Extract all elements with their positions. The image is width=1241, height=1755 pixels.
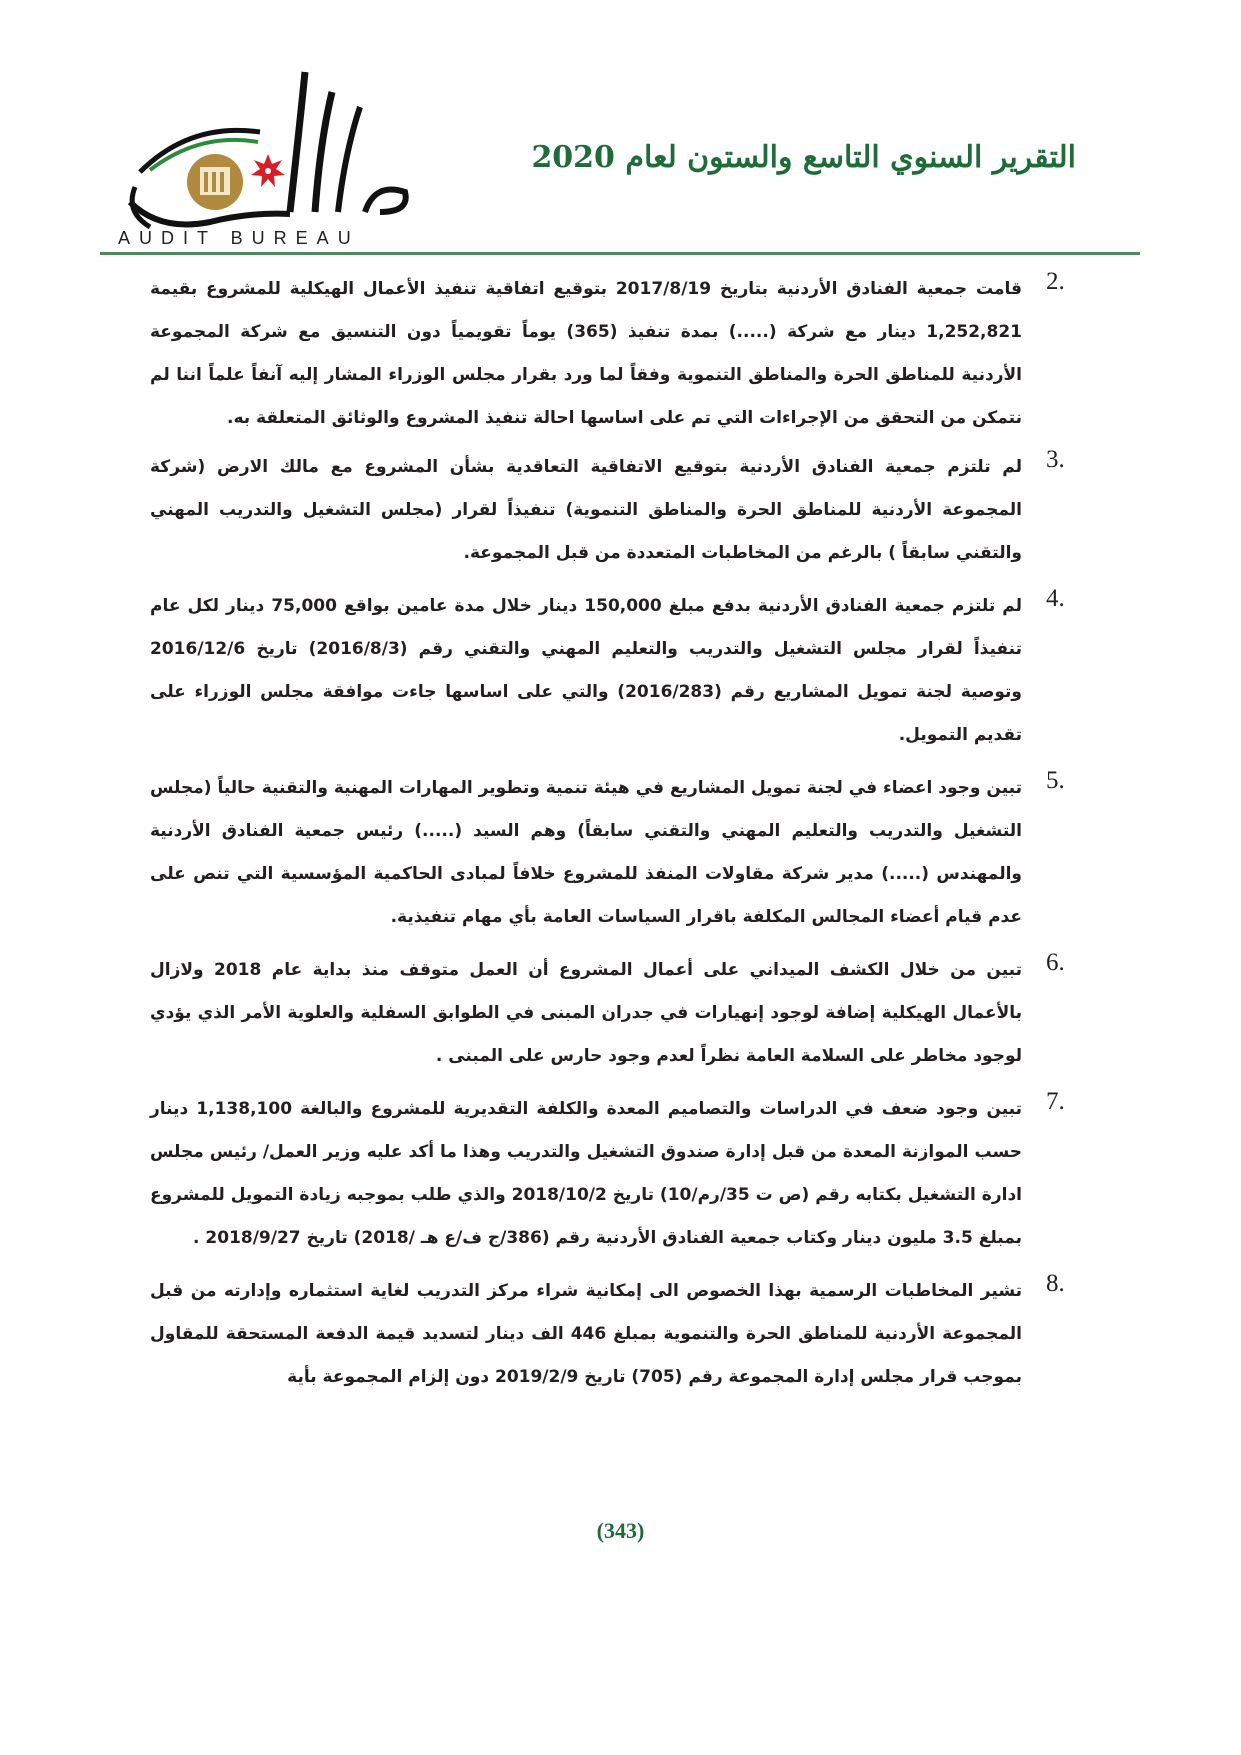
logo-english-text: AUDIT BUREAU (118, 228, 360, 248)
item-text: لم تلتزم جمعية الفنادق الأردنية بتوقيع الاتفاقية التعاقدية بشأن المشروع مع مالك الارض (شركة المجموعة الأردنية للمناطق الحرة والمناطق التنموية) تنفيذاً لقرار (مجلس التشغيل والتدريب المهني والتقني سابقاً ) بالرغم من المخاطبات المتعددة من قبل المجموعة. (150, 457, 1022, 563)
item-text: قامت جمعية الفنادق الأردنية بتاريخ 2017/8/19 بتوقيع اتفاقية تنفيذ الأعمال الهيكلية للمشروع بقيمة 1,252,821 دينار مع شركة (.....) بمدة تنفيذ (365) يوماً تقويمياً دون التنسيق مع شركة المجموعة الأردنية للمناطق الحرة والمناطق التنموية وفقاً لما ورد بقرار مجلس الوزراء المشار إليه آنفاً علماً اننا لم نتمكن من التحقق من الإجراءات التي تم على اساسها احالة تنفيذ المشروع والوثائق المتعلقة به. (150, 279, 1022, 428)
item-number: 8. (1046, 1270, 1065, 1297)
item-text: تبين وجود اعضاء في لجنة تمويل المشاريع في هيئة تنمية وتطوير المهارات المهنية والتقنية حالياً (مجلس التشغيل والتدريب والتعليم المهني والتقني سابقاً) وهم السيد (.....) رئيس جمعية الفنادق الأردنية والمهندس (.....) مدير شركة مقاولات المنفذ للمشروع خلافاً لمبادى الحاكمية المؤسسية التي تنص على عدم قيام أعضاء المجالس المكلفة باقرار السياسات العامة بأي مهام تنفيذية. (150, 778, 1022, 927)
item-number: 3. (1046, 446, 1065, 473)
finding-item (150, 949, 1086, 1078)
findings-list (150, 268, 1086, 1409)
finding-item (150, 585, 1086, 757)
report-title: التقرير السنوي التاسع والستون لعام 2020 (531, 140, 1076, 175)
item-text: تبين وجود ضعف في الدراسات والتصاميم المعدة والكلفة التقديرية للمشروع والبالغة 1,138,100 دينار حسب الموازنة المعدة من قبل إدارة صندوق التشغيل والتدريب وهذا ما أكد عليه وزير العمل/ رئيس مجلس ادارة التشغيل بكتابه رقم (ص ت 35/رم/10) تاريخ 2018/10/2 والذي طلب بموجبه زيادة التمويل للمشروع بمبلغ 3.5 مليون دينار وكتاب جمعية الفنادق الأردنية رقم (386/ج ف/ع هـ /2018) تاريخ 2018/9/27 . (150, 1099, 1023, 1248)
item-number: 6. (1046, 949, 1065, 976)
header-divider (100, 252, 1140, 255)
page-header (0, 0, 1241, 262)
item-number: 4. (1046, 585, 1065, 612)
finding-item (150, 1270, 1086, 1399)
item-text: تبين من خلال الكشف الميداني على أعمال المشروع أن العمل متوقف منذ بداية عام 2018 ولازال بالأعمال الهيكلية إضافة لوجود إنهيارات في جدران المبنى في الطوابق السفلية والعلوية الأمر الذي يؤدي لوجود مخاطر على السلامة العامة نظراً لعدم وجود حارس على المبنى . (150, 960, 1022, 1066)
finding-item (150, 268, 1086, 440)
item-text: لم تلتزم جمعية الفنادق الأردنية بدفع مبلغ 150,000 دينار خلال مدة عامين بواقع 75,000 دينار لكل عام تنفيذاً لقرار مجلس التشغيل والتدريب والتعليم المهني والتقني رقم (2016/8/3) تاريخ 2016/12/6 وتوصية لجنة تمويل المشاريع رقم (2016/283) والتي على اساسها جاءت موافقة مجلس الوزراء على تقديم التمويل. (150, 596, 1023, 745)
item-number: 5. (1046, 767, 1065, 794)
item-number: 7. (1046, 1088, 1065, 1115)
item-text: تشير المخاطبات الرسمية بهذا الخصوص الى إمكانية شراء مركز التدريب لغاية استثماره وإدارته من قبل المجموعة الأردنية للمناطق الحرة والتنموية بمبلغ 446 الف دينار لتسديد قيمة الدفعة المستحقة للمقاول بموجب قرار مجلس إدارة المجموعة رقم (705) تاريخ 2019/2/9 دون إلزام المجموعة بأية (150, 1281, 1022, 1387)
audit-bureau-logo-icon (120, 62, 420, 252)
finding-item (150, 446, 1086, 575)
page-number: (343) (596, 1518, 645, 1543)
item-number: 2. (1046, 268, 1065, 295)
finding-item (150, 767, 1086, 939)
finding-item (150, 1088, 1086, 1260)
